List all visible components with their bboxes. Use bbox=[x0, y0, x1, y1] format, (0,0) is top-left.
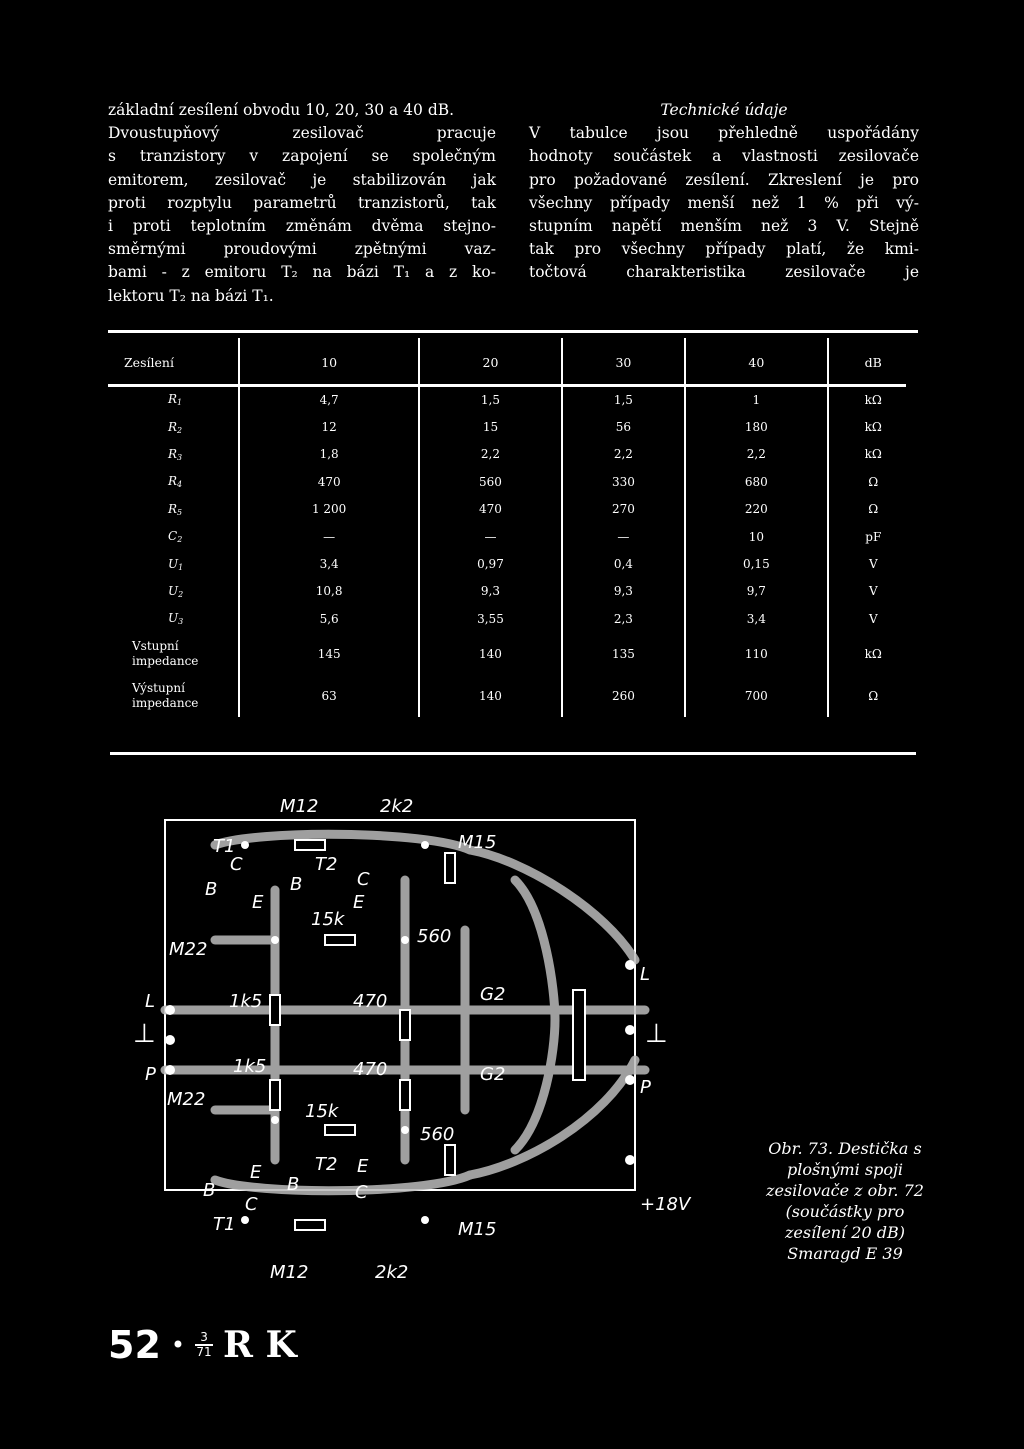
table-cell: 1,8 bbox=[239, 441, 419, 468]
pcb-label: 1k5 bbox=[229, 991, 263, 1012]
table-row bbox=[108, 578, 918, 605]
pcb-labels bbox=[133, 796, 692, 1283]
row-label bbox=[108, 386, 239, 413]
magazine-logo: R K bbox=[223, 1324, 297, 1366]
table-cell: 3,55 bbox=[419, 605, 561, 632]
pcb-label: M12 bbox=[270, 1262, 309, 1283]
table-cell: — bbox=[419, 523, 561, 550]
table-cell: 15 bbox=[419, 413, 561, 440]
pcb-label: M12 bbox=[280, 796, 319, 817]
table-cell: 56 bbox=[562, 413, 685, 440]
table-cell: 1,5 bbox=[562, 386, 685, 413]
row-label bbox=[108, 550, 239, 577]
table-cell: 140 bbox=[419, 675, 561, 717]
header-cell: 30 bbox=[562, 338, 685, 386]
table-cell: V bbox=[828, 550, 918, 577]
table-cell: Ω bbox=[828, 496, 918, 523]
text-line: základní zesílení obvodu 10, 20, 30 a 40 dB. bbox=[108, 101, 455, 119]
table-cell: 0,15 bbox=[685, 550, 827, 577]
table-row bbox=[108, 413, 918, 440]
pcb-label: M22 bbox=[167, 1089, 206, 1110]
row-label bbox=[108, 441, 239, 468]
row-label-text: R bbox=[168, 446, 178, 461]
row-label bbox=[108, 523, 239, 550]
table-cell: 330 bbox=[562, 468, 685, 495]
pcb-layout-diagram bbox=[125, 790, 745, 1290]
pcb-label: E bbox=[357, 1156, 369, 1177]
table-cell: 9,3 bbox=[562, 578, 685, 605]
pcb-label: T2 bbox=[315, 854, 338, 875]
table-cell: kΩ bbox=[828, 441, 918, 468]
table-cell: 680 bbox=[685, 468, 827, 495]
pcb-label: 470 bbox=[353, 991, 388, 1012]
pcb-label: T1 bbox=[213, 836, 236, 857]
pcb-label: B bbox=[203, 1180, 216, 1201]
row-label-text: Vstupní impedance bbox=[132, 638, 199, 668]
table-cell: 4,7 bbox=[239, 386, 419, 413]
table-cell: 135 bbox=[562, 633, 685, 675]
row-label-subscript: 4 bbox=[177, 480, 183, 490]
table-cell: 260 bbox=[562, 675, 685, 717]
table-cell: 2,2 bbox=[562, 441, 685, 468]
row-label-text: R bbox=[168, 474, 178, 489]
table-cell: kΩ bbox=[828, 386, 918, 413]
pcb-label: 470 bbox=[353, 1059, 388, 1080]
pcb-label: M15 bbox=[458, 1219, 497, 1240]
table-bottom-rule bbox=[110, 752, 916, 755]
table-cell: pF bbox=[828, 523, 918, 550]
text-line: směrnými proudovými zpětnými vaz- bbox=[108, 240, 496, 259]
table-cell: 1 200 bbox=[239, 496, 419, 523]
pcb-label: 15k bbox=[305, 1101, 339, 1122]
issue-fraction bbox=[195, 1331, 213, 1359]
pcb-label: G2 bbox=[480, 1064, 506, 1085]
bullet: • bbox=[170, 1331, 186, 1359]
table-row bbox=[108, 441, 918, 468]
row-label-text: R bbox=[168, 501, 178, 516]
table-row bbox=[108, 633, 918, 675]
issue-number: 3 bbox=[200, 1330, 208, 1344]
table-row bbox=[108, 523, 918, 550]
row-label bbox=[108, 675, 239, 717]
component-table bbox=[108, 338, 918, 717]
header-cell: 40 bbox=[685, 338, 827, 386]
table-cell: 1 bbox=[685, 386, 827, 413]
pcb-label: T2 bbox=[315, 1154, 338, 1175]
table-cell: Ω bbox=[828, 675, 918, 717]
table-cell: 270 bbox=[562, 496, 685, 523]
pcb-label: T1 bbox=[213, 1214, 236, 1235]
page-footer bbox=[108, 1315, 297, 1375]
pcb-label: B bbox=[290, 874, 303, 895]
text-line: hodnoty součástek a vlastnosti zesilovače bbox=[529, 147, 919, 166]
row-label-subscript: 3 bbox=[177, 452, 183, 462]
pcb-label: C bbox=[230, 854, 243, 875]
table-cell: — bbox=[239, 523, 419, 550]
text-line: i proti teplotním změnám dvěma stejno- bbox=[108, 217, 496, 236]
text-line: stupním napětí menším než 3 V. Stejně bbox=[529, 217, 919, 236]
text-line: Dvoustupňový zesilovač pracuje bbox=[108, 124, 496, 143]
row-label-subscript: 5 bbox=[177, 507, 183, 517]
issue-year: 71 bbox=[196, 1345, 212, 1359]
pcb-label: 1k5 bbox=[233, 1056, 267, 1077]
pcb-label: L bbox=[145, 991, 156, 1012]
table-cell: 470 bbox=[419, 496, 561, 523]
table-cell: 0,97 bbox=[419, 550, 561, 577]
row-label-subscript: 2 bbox=[178, 589, 184, 599]
table-cell: 3,4 bbox=[685, 605, 827, 632]
table-row bbox=[108, 675, 918, 717]
table-cell: V bbox=[828, 605, 918, 632]
table-cell: 9,3 bbox=[419, 578, 561, 605]
text-line: emitorem, zesilovač je stabilizován jak bbox=[108, 170, 496, 189]
table-cell: 700 bbox=[685, 675, 827, 717]
pcb-label: C bbox=[245, 1194, 258, 1215]
text-line: lektoru T₂ na bázi T₁. bbox=[108, 286, 274, 305]
table-cell: 145 bbox=[239, 633, 419, 675]
row-label bbox=[108, 578, 239, 605]
pcb-label: B bbox=[205, 879, 218, 900]
pcb-label: P bbox=[640, 1077, 651, 1098]
row-label-text: C bbox=[168, 529, 178, 544]
pcb-label: P bbox=[145, 1064, 156, 1085]
table-row bbox=[108, 550, 918, 577]
table-cell: V bbox=[828, 578, 918, 605]
pcb-label: 2k2 bbox=[380, 796, 414, 817]
pcb-label: L bbox=[640, 964, 651, 985]
row-label bbox=[108, 605, 239, 632]
table-top-rule bbox=[108, 330, 918, 333]
header-cell: 20 bbox=[419, 338, 561, 386]
pcb-label: ⊥ bbox=[133, 1019, 156, 1049]
table-cell: 110 bbox=[685, 633, 827, 675]
pcb-label: M15 bbox=[458, 832, 497, 853]
row-label bbox=[108, 468, 239, 495]
pcb-label: +18V bbox=[640, 1194, 691, 1215]
table-cell: 2,2 bbox=[419, 441, 561, 468]
text-line: bami - z emitoru T₂ na bázi T₁ a z ko- bbox=[108, 263, 496, 282]
table-row bbox=[108, 605, 918, 632]
table-cell: 560 bbox=[419, 468, 561, 495]
pcb-label: E bbox=[353, 892, 365, 913]
row-label-subscript: 1 bbox=[177, 398, 183, 408]
table-row bbox=[108, 468, 918, 495]
table-cell: 470 bbox=[239, 468, 419, 495]
table-cell: 3,4 bbox=[239, 550, 419, 577]
pcb-label: 560 bbox=[420, 1124, 455, 1145]
page-number: 52 bbox=[108, 1323, 161, 1367]
text-line: točtová charakteristika zesilovače je bbox=[529, 263, 919, 282]
row-label-text: R bbox=[168, 419, 178, 434]
text-line: všechny případy menší než 1 % při vý- bbox=[529, 193, 919, 212]
row-label bbox=[108, 633, 239, 675]
table-header-row bbox=[108, 338, 918, 386]
right-column bbox=[529, 99, 919, 285]
row-label-text: U bbox=[168, 556, 179, 571]
row-label bbox=[108, 496, 239, 523]
pcb-label: 560 bbox=[417, 926, 452, 947]
pcb-label: 15k bbox=[311, 909, 345, 930]
header-cell: 10 bbox=[239, 338, 419, 386]
row-label-subscript: 1 bbox=[178, 562, 184, 572]
pcb-label: E bbox=[252, 892, 264, 913]
table-cell: kΩ bbox=[828, 413, 918, 440]
table-cell: 10 bbox=[685, 523, 827, 550]
pcb-label: ⊥ bbox=[645, 1019, 668, 1049]
pcb-label: M22 bbox=[169, 939, 208, 960]
pcb-label: B bbox=[287, 1174, 300, 1195]
table-cell: 1,5 bbox=[419, 386, 561, 413]
text-line: proti rozptylu parametrů tranzistorů, tak bbox=[108, 193, 496, 212]
row-label-subscript: 2 bbox=[177, 425, 183, 435]
text-line: s tranzistory v zapojení se společným bbox=[108, 147, 496, 166]
figure-caption: Obr. 73. Destička s plošnými spoji zesilovače z obr. 72 (součástky pro zesílení 20 dB) Smaragd E 39 bbox=[766, 1139, 924, 1263]
row-label-text: U bbox=[168, 611, 179, 626]
row-label-text: Výstupní impedance bbox=[132, 680, 199, 710]
left-column bbox=[108, 99, 496, 308]
table-cell: 12 bbox=[239, 413, 419, 440]
table-row bbox=[108, 496, 918, 523]
pcb-label: C bbox=[357, 869, 370, 890]
text-line: V tabulce jsou přehledně uspořádány bbox=[529, 124, 919, 143]
table-cell: 5,6 bbox=[239, 605, 419, 632]
table-cell: Ω bbox=[828, 468, 918, 495]
table-cell: 140 bbox=[419, 633, 561, 675]
pcb-label: C bbox=[355, 1182, 368, 1203]
table-cell: kΩ bbox=[828, 633, 918, 675]
pcb-label: E bbox=[250, 1162, 262, 1183]
row-label bbox=[108, 413, 239, 440]
header-cell: Zesílení bbox=[124, 354, 174, 370]
table-cell: — bbox=[562, 523, 685, 550]
row-label-subscript: 3 bbox=[178, 617, 184, 627]
text-line: tak pro všechny případy platí, že kmi- bbox=[529, 240, 919, 259]
table-cell: 63 bbox=[239, 675, 419, 717]
table-cell: 2,2 bbox=[685, 441, 827, 468]
row-label-text: R bbox=[168, 392, 178, 407]
table-cell: 9,7 bbox=[685, 578, 827, 605]
table-cell: 2,3 bbox=[562, 605, 685, 632]
table-cell: 180 bbox=[685, 413, 827, 440]
table-cell: 10,8 bbox=[239, 578, 419, 605]
pcb-label: 2k2 bbox=[375, 1262, 409, 1283]
table-cell: 0,4 bbox=[562, 550, 685, 577]
row-label-subscript: 2 bbox=[177, 535, 183, 545]
table-row bbox=[108, 386, 918, 413]
text-line: pro požadované zesílení. Zkreslení je pro bbox=[529, 170, 919, 189]
table-cell: 220 bbox=[685, 496, 827, 523]
section-heading: Technické údaje bbox=[660, 101, 788, 119]
header-cell: dB bbox=[828, 338, 918, 386]
pcb-label: G2 bbox=[480, 984, 506, 1005]
row-label-text: U bbox=[168, 583, 179, 598]
